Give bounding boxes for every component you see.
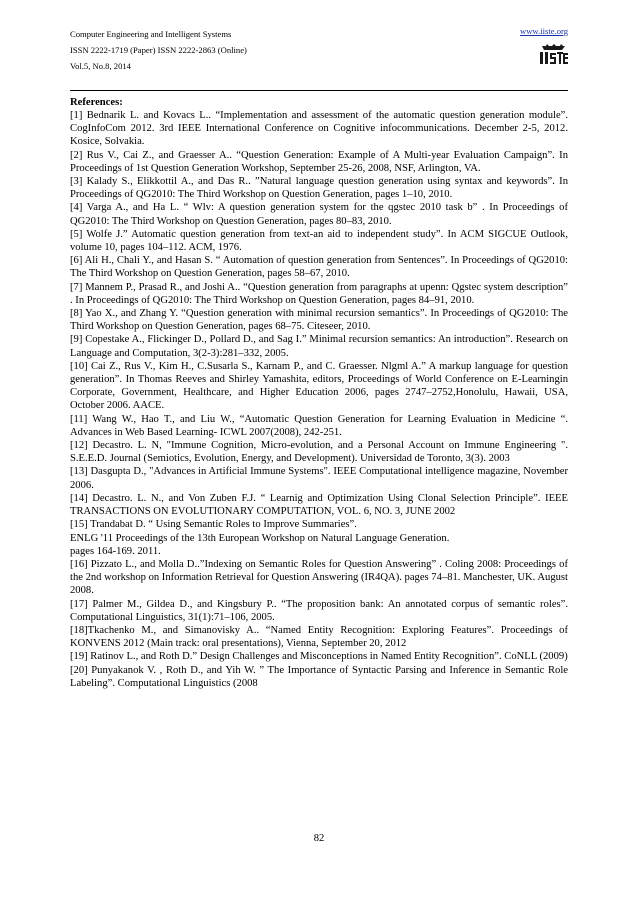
reference-item: [2] Rus V., Cai Z., and Graesser A.. “Question Generation: Example of A Multi-year Evaluation Campaign”. In Proceedings of 1st Question Generation Workshop, September 25-26, 2008, NSF, Arlington, VA.: [70, 149, 568, 174]
reference-item: [16] Pizzato L., and Molla D..”Indexing on Semantic Roles for Question Answering” . Coling 2008: Proceedings of the 2nd workshop on Information Retrieval for Question Answering (IR4QA). pages 74–81. Manchester, UK. August 2008.: [70, 558, 568, 597]
page-number: 82: [313, 833, 325, 844]
reference-item: [17] Palmer M., Gildea D., and Kingsbury P.. “The proposition bank: An annotated corpus of semantic roles”. Computational Linguistics, 31(1):71–106, 2005.: [70, 598, 568, 623]
reference-item: [8] Yao X., and Zhang Y. “Question generation with minimal recursion semantics”. In Proceedings of QG2010: The Third Workshop on Question Generation, pages 68–75. Citeseer, 2010.: [70, 308, 568, 333]
reference-item: [7] Mannem P., Prasad R., and Joshi A.. “Question generation from paragraphs at upenn: Qgstec system description” . In Proceedings of QG2010: The Third Workshop on Question Generation, pages 84–91, 2010.: [70, 281, 568, 306]
journal-url-link[interactable]: www.iiste.org: [520, 26, 568, 36]
reference-item: [4] Varga A., and Ha L. “ Wlv: A question generation system for the qgstec 2010 task b” . In Proceedings of QG2010: The Third Workshop on Question Generation, pages 80–83, 2010.: [70, 202, 568, 227]
reference-item: [20] Punyakanok V. , Roth D., and Yih W. ” The Importance of Syntactic Parsing and Inference in Semantic Role Labeling”. Computational Linguistics (2008: [70, 664, 568, 689]
reference-item: [1] Bednarik L. and Kovacs L.. “Implementation and assessment of the automatic question generation module”. CogInfoCom 2012. 3rd IEEE International Conference on Cognitive infocommunications. December 2-5, 2012. Kosice, Solvakia.: [70, 110, 568, 148]
reference-item: [13] Dasgupta D., "Advances in Artificial Immune Systems". IEEE Computational intelligence magazine, November 2006.: [70, 466, 568, 491]
iiste-logo: [538, 44, 568, 66]
reference-item: [12] Decastro. L. N, "Immune Cognition, Micro-evolution, and a Personal Account on Immune Engineering ". S.E.E.D. Journal (Semiotics, Evolution, Energy, and Development). Universidad de Toronto, 3(3). 2003: [70, 440, 568, 465]
reference-item: [15] Trandabat D. “ Using Semantic Roles to Improve Summaries”.: [70, 519, 357, 531]
reference-item: pages 164-169. 2011.: [70, 545, 161, 557]
reference-item: [14] Decastro. L. N., and Von Zuben F.J. “ Learnig and Optimization Using Clonal Selection Principle”. IEEE TRANSACTIONS ON EVOLUTIONARY COMPUTATION, VOL. 6, NO. 3, JUNE 2002: [70, 492, 568, 518]
reference-item: [3] Kalady S., Elikkottil A., and Das R.. ”Natural language question generation using syntax and keywords”. In Proceedings of QG2010: The Third Workshop on Question Generation, pages 1–10, 2010.: [70, 176, 568, 201]
issn-line: ISSN 2222-1719 (Paper) ISSN 2222-2863 (Online): [70, 45, 247, 55]
reference-item: [19] Ratinov L., and Roth D.” Design Challenges and Misconceptions in Named Entity Recognition”. CoNLL (2009): [70, 651, 568, 663]
volume-line: Vol.5, No.8, 2014: [70, 61, 131, 71]
reference-item: [11] Wang W., Hao T., and Liu W., “Automatic Question Generation for Learning Evaluation in Medicine “. Advances in Web Based Learning- ICWL 2007(2008), 242-251.: [70, 413, 568, 438]
header-divider: [70, 90, 568, 91]
reference-item: [5] Wolfe J.” Automatic question generation from text-an aid to independent study”. In ACM SIGCUE Outlook, volume 10, pages 104–112. ACM, 1976.: [70, 228, 568, 254]
page-header: [70, 26, 568, 88]
reference-item: ENLG '11 Proceedings of the 13th European Workshop on Natural Language Generation.: [70, 532, 450, 544]
references-section: [70, 96, 568, 690]
reference-item: [10] Cai Z., Rus V., Kim H., C.Susarla S., Karnam P., and C. Graesser. Nlgml A.” A markup language for question generation”. In Thomas Reeves and Shirley Yamashita, editors, Proceedings of World Conference on E-Learningin Corporate, Government, Healthcare, and Higher Education 2006, pages 2747–2752,Honolulu, Hawaii, USA, October 2006. AACE.: [70, 360, 568, 412]
reference-item: [6] Ali H., Chali Y., and Hasan S. “ Automation of question generation from Sentences”. In Proceedings of QG2010: The Third Workshop on Question Generation, pages 58–67, 2010.: [70, 255, 568, 280]
reference-item: [9] Copestake A., Flickinger D., Pollard D., and Sag I.” Minimal recursion semantics: An introduction”. Research on Language and Computation, 3(2-3):281–332, 2005.: [70, 334, 568, 359]
reference-item: [18]Tkachenko M., and Simanovisky A.. “Named Entity Recognition: Exploring Features”. Proceedings of KONVENS 2012 (Main track: oral presentations), Vienna, September 20, 2012: [70, 624, 568, 650]
reference-list: [70, 109, 568, 690]
journal-name: Computer Engineering and Intelligent Systems: [70, 29, 232, 39]
references-heading: References:: [70, 97, 123, 108]
